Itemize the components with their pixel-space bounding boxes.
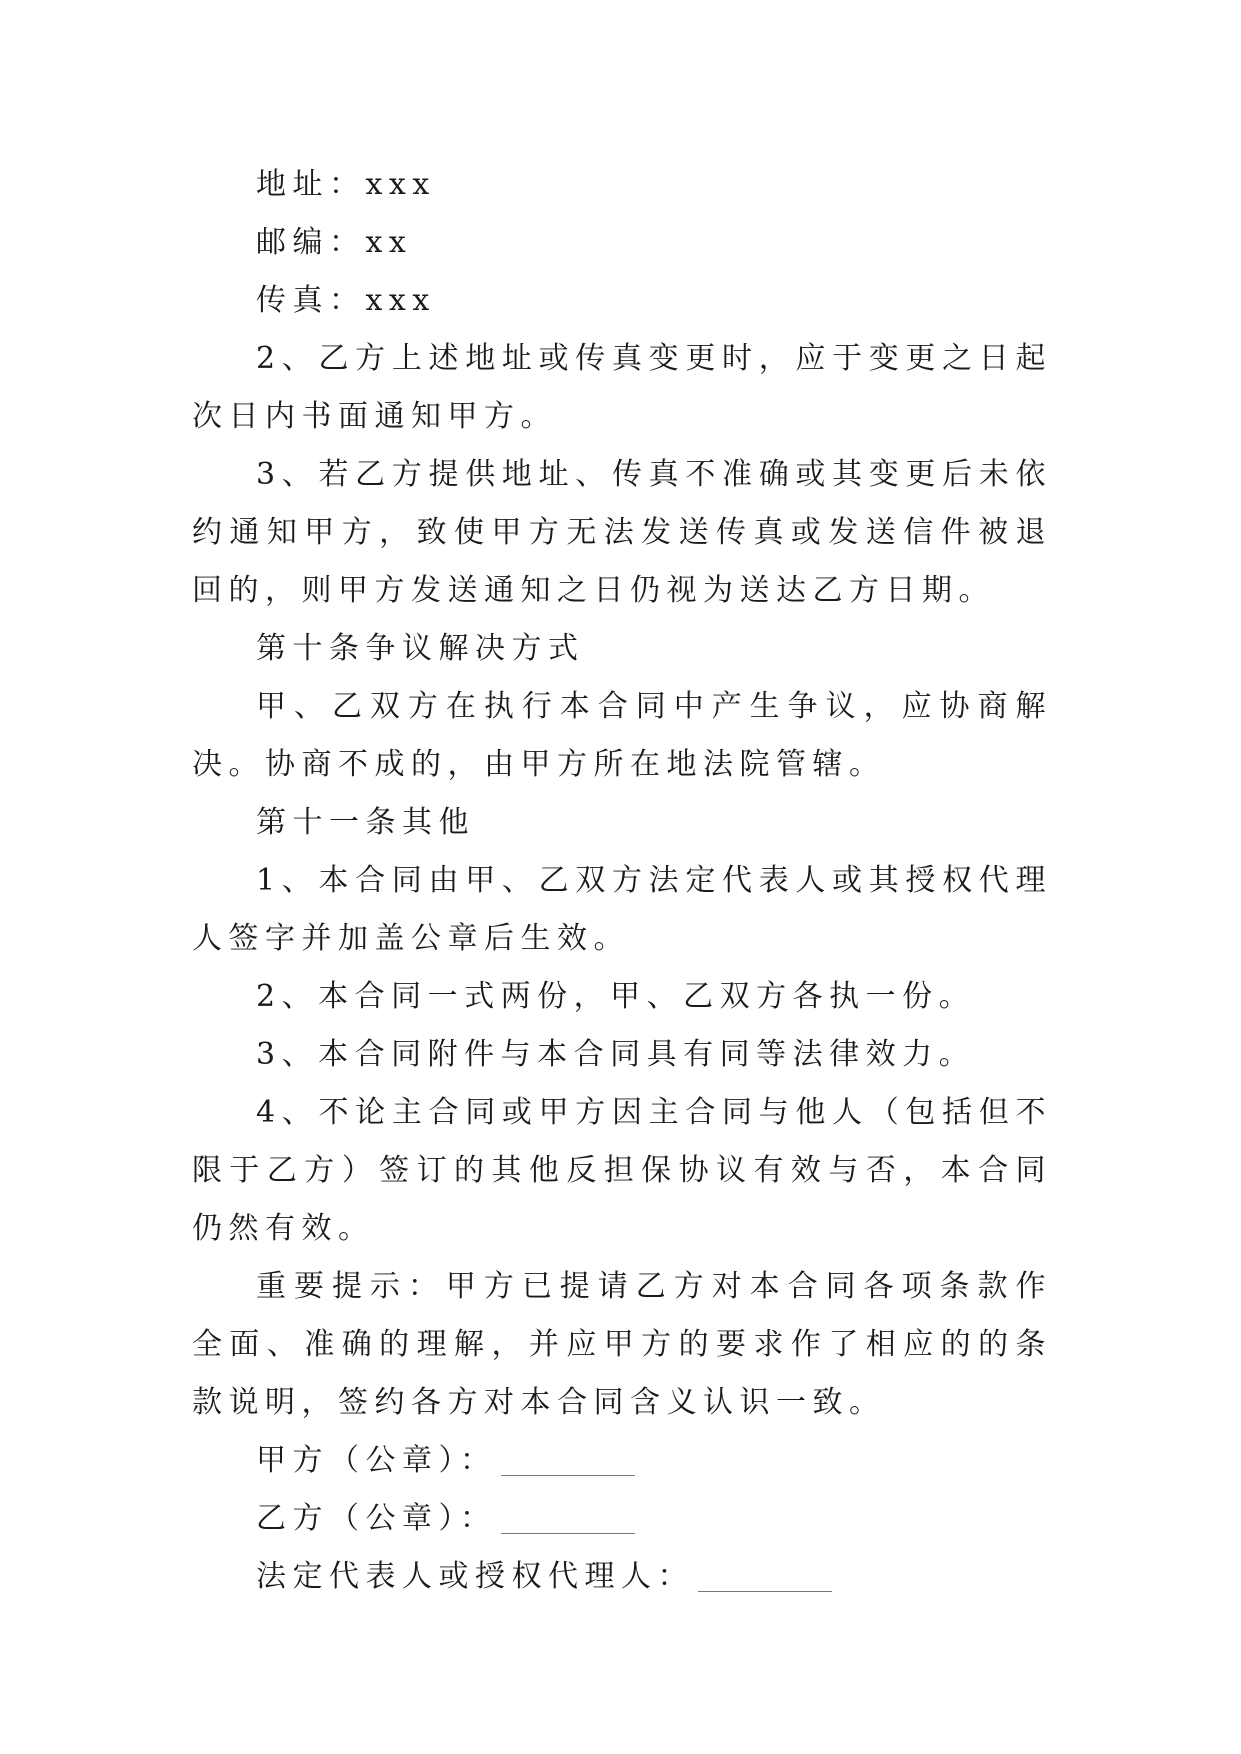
party-b-blank xyxy=(501,1503,635,1534)
article-11-item: 3、本合同附件与本合同具有同等法律效力。 xyxy=(256,1037,976,1072)
article-10-heading: 第十条争议解决方式 xyxy=(256,631,585,666)
article-11-item: 4、不论主合同或甲方因主合同与他人（包括但不限于乙方）签订的其他反担保协议有效与否，本合同仍然有效。 xyxy=(192,1095,1052,1246)
representative-signature-line xyxy=(192,1548,1052,1606)
party-a-label: 甲方（公章）： xyxy=(256,1443,497,1478)
article-10-body: 甲、乙双方在执行本合同中产生争议，应协商解决。协商不成的，由甲方所在地法院管辖。 xyxy=(192,689,1052,782)
article-11-item: 1、本合同由甲、乙双方法定代表人或其授权代理人签字并加盖公章后生效。 xyxy=(192,863,1052,956)
party-b-signature-line xyxy=(192,1490,1052,1548)
change-notice-paragraph: 2、乙方上述地址或传真变更时，应于变更之日起次日内书面通知甲方。 xyxy=(192,341,1052,434)
fax-line: 传真：xxx xyxy=(256,283,436,318)
contract-text xyxy=(192,156,1052,1606)
important-notice: 重要提示：甲方已提请乙方对本合同各项条款作全面、准确的理解，并应甲方的要求作了相应的的条款说明，签约各方对本合同含义认识一致。 xyxy=(192,1269,1052,1420)
party-a-blank xyxy=(501,1445,635,1476)
article-11-item: 2、本合同一式两份，甲、乙双方各执一份。 xyxy=(256,979,976,1014)
party-b-label: 乙方（公章）： xyxy=(256,1501,497,1536)
representative-blank xyxy=(698,1561,832,1592)
article-11-heading: 第十一条其他 xyxy=(256,805,475,840)
address-line: 地址：xxx xyxy=(256,167,436,202)
incorrect-address-paragraph: 3、若乙方提供地址、传真不准确或其变更后未依约通知甲方，致使甲方无法发送传真或发送信件被退回的，则甲方发送通知之日仍视为送达乙方日期。 xyxy=(192,457,1052,608)
representative-label: 法定代表人或授权代理人： xyxy=(256,1559,694,1594)
postcode-line: 邮编：xx xyxy=(256,225,413,260)
party-a-signature-line xyxy=(192,1432,1052,1490)
